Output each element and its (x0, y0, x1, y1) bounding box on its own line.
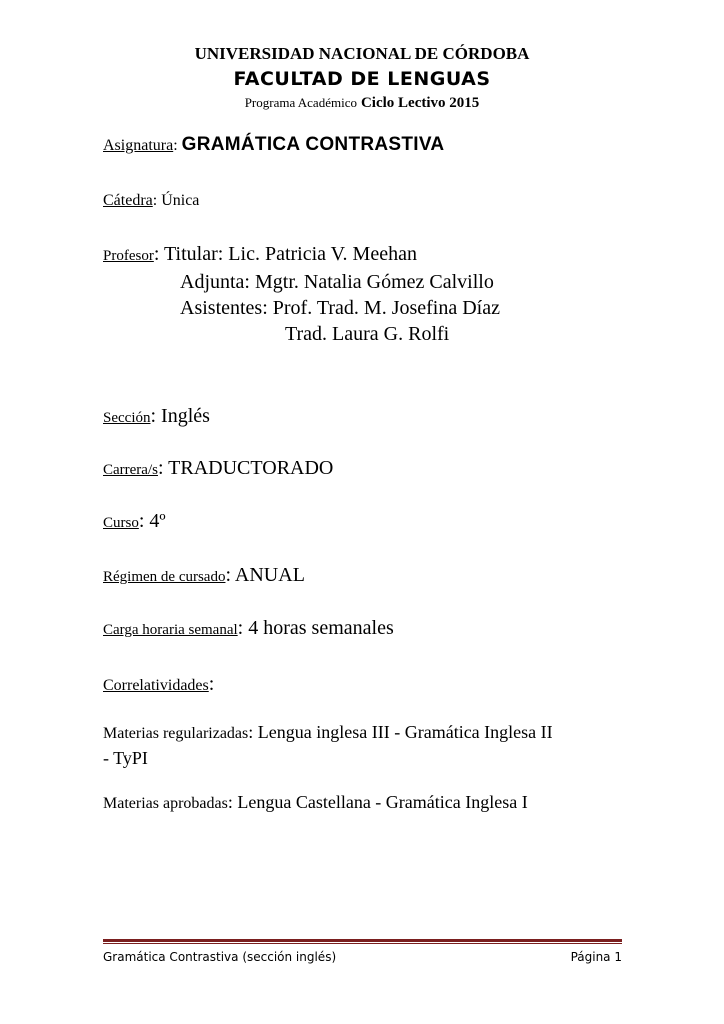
footer-rule-thick (103, 939, 622, 942)
carrera-label: Carrera/s (103, 462, 158, 478)
materias-aprobadas-row: Materias aprobadas: Lengua Castellana - Gramática Inglesa I (103, 792, 528, 812)
seccion-row: Sección: Inglés (103, 405, 210, 427)
footer-rule-thin (103, 943, 622, 944)
materias-regularizadas-row: Materias regularizadas: Lengua inglesa III - Gramática Inglesa II (103, 722, 553, 742)
profesor-row: Profesor: Titular: Lic. Patricia V. Meehan (103, 243, 417, 265)
materias-aprobadas-label: Materias aprobadas (103, 795, 228, 812)
footer-title: Gramática Contrastiva (sección inglés) (103, 950, 337, 964)
curso-row: Curso: 4º (103, 510, 166, 532)
carrera-row: Carrera/s: TRADUCTORADO (103, 457, 334, 479)
carga-label: Carga horaria semanal (103, 622, 238, 638)
asignatura-label: Asignatura (103, 137, 174, 154)
seccion-label: Sección (103, 410, 151, 426)
curso-value: 4º (149, 510, 166, 532)
correlatividades-label: Correlatividades (103, 677, 209, 694)
correlatividades-row: Correlatividades: (103, 673, 215, 695)
profesor-label: Profesor (103, 248, 154, 264)
catedra-value: Única (161, 192, 200, 209)
carga-row: Carga horaria semanal: 4 horas semanales (103, 617, 394, 639)
profesor-asistente-2: Trad. Laura G. Rolfi (285, 323, 450, 345)
catedra-label: Cátedra (103, 192, 153, 209)
seccion-value: Inglés (161, 405, 210, 427)
materias-regularizadas-label: Materias regularizadas (103, 725, 249, 742)
regimen-row: Régimen de cursado: ANUAL (103, 564, 305, 586)
regimen-label: Régimen de cursado (103, 569, 226, 585)
regimen-value: ANUAL (234, 564, 305, 586)
program-line (0, 94, 724, 112)
catedra-row: Cátedra: Única (103, 192, 200, 209)
profesor-titular: Titular: Lic. Patricia V. Meehan (164, 243, 417, 265)
asignatura-value: GRAMÁTICA CONTRASTIVA (181, 134, 445, 155)
footer-page-number: Página 1 (570, 950, 622, 964)
program-cycle: Ciclo Lectivo 2015 (360, 95, 480, 111)
curso-label: Curso (103, 515, 139, 531)
university-name: UNIVERSIDAD NACIONAL DE CÓRDOBA (194, 44, 530, 63)
carrera-value: TRADUCTORADO (168, 457, 334, 479)
profesor-adjunta: Adjunta: Mgtr. Natalia Gómez Calvillo (180, 271, 494, 293)
carga-value: 4 horas semanales (248, 617, 394, 639)
materias-aprobadas-value: Lengua Castellana - Gramática Inglesa I (237, 792, 528, 812)
materias-regularizadas-value: Lengua inglesa III - Gramática Inglesa II (257, 722, 553, 742)
materias-regularizadas-cont: - TyPI (103, 748, 148, 768)
profesor-asistentes: Asistentes: Prof. Trad. M. Josefina Díaz (180, 297, 500, 319)
program-prefix: Programa Académico (244, 95, 357, 110)
faculty-name: FACULTAD DE LENGUAS (233, 68, 491, 90)
asignatura-row: Asignatura: GRAMÁTICA CONTRASTIVA (103, 134, 445, 155)
